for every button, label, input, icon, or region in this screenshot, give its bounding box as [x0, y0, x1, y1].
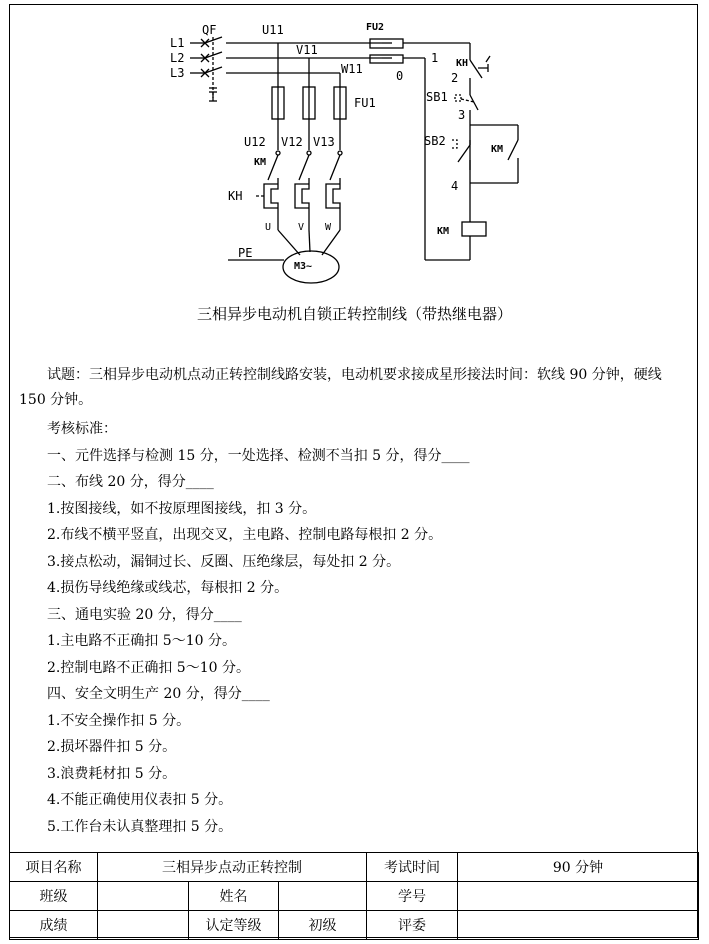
criteria-line: 4.不能正确使用仪表扣 5 分。 [47, 792, 233, 808]
km-main-contacts [268, 151, 342, 184]
fu1-fuses [272, 87, 346, 119]
level-label: 认定等级 [189, 911, 279, 940]
kh-thermal-relay [256, 184, 340, 208]
criteria-line: 1.不安全操作扣 5 分。 [47, 712, 191, 729]
w11-label: W11 [341, 62, 363, 76]
pe-label: PE [238, 246, 253, 260]
criteria-line: 考核标准： [47, 421, 117, 437]
sb2-label: SB2 [424, 134, 446, 148]
node-1-label: 1 [431, 51, 439, 65]
qf-label: QF [202, 23, 217, 37]
score-label: 成绩 [10, 911, 98, 940]
kh-main-label: KH [228, 189, 243, 203]
criteria-line: 1.主电路不正确扣 5～10 分。 [47, 633, 236, 649]
u-label: U [265, 222, 272, 233]
node-0-label: 0 [396, 69, 404, 83]
criteria-list [19, 416, 691, 840]
criteria-line: 3.浪费耗材扣 5 分。 [47, 765, 177, 782]
judge-label: 评委 [367, 911, 458, 940]
score-value[interactable] [98, 911, 189, 940]
v-label: V [298, 222, 305, 233]
criteria-line: 4.损伤导线绝缘或线芯，每根扣 2 分。 [47, 580, 289, 596]
student-no-value[interactable] [458, 882, 699, 911]
l2-label: L2 [170, 51, 185, 65]
criteria-line: 四、安全文明生产 20 分，得分____ [47, 686, 270, 702]
criteria-line: 5.工作台未认真整理扣 5 分。 [47, 818, 233, 835]
km-main-label: KM [254, 157, 267, 168]
diagram-caption: 三相异步电动机自锁正转控制线（带热继电器） [196, 305, 512, 323]
motor-label: M3~ [294, 261, 313, 272]
level-value: 初级 [279, 911, 367, 940]
table-row [10, 853, 699, 882]
exam-time-label: 考试时间 [367, 853, 458, 882]
exam-content [19, 363, 691, 413]
criteria-line: 2.布线不横平竖直，出现交叉，主电路、控制电路每根扣 2 分。 [47, 527, 443, 543]
project-name-label: 项目名称 [10, 853, 98, 882]
qf-breaker [190, 37, 222, 101]
km-coil-label: KM [437, 226, 450, 237]
info-table [9, 852, 699, 940]
kh-ctrl-label: KH [456, 58, 469, 69]
fu2-label: FU2 [366, 22, 385, 33]
w-label: W [325, 222, 332, 233]
name-value[interactable] [279, 882, 367, 911]
criteria-line: 2.控制电路不正确扣 5～10 分。 [47, 659, 250, 676]
student-no-label: 学号 [367, 882, 458, 911]
l1-label: L1 [170, 36, 185, 50]
fu1-label: FU1 [354, 96, 376, 110]
node-3-label: 3 [458, 108, 466, 122]
v11-label: V11 [296, 43, 318, 57]
class-label: 班级 [10, 882, 98, 911]
u12-label: U12 [244, 135, 266, 149]
circuit-diagram [0, 0, 709, 300]
sb1-label: SB1 [426, 90, 448, 104]
criteria-line: 二、布线 20 分，得分____ [47, 474, 214, 490]
circuit-schematic [0, 0, 709, 300]
class-value[interactable] [98, 882, 189, 911]
project-name-value: 三相异步点动正转控制 [98, 853, 367, 882]
exam-time-value: 90 分钟 [458, 853, 699, 882]
v12-label: V12 [281, 135, 303, 149]
l3-label: L3 [170, 66, 185, 80]
criteria-line: 1.按图接线，如不按原理图接线，扣 3 分。 [47, 500, 317, 517]
table-row [10, 911, 699, 940]
v13-label: V13 [313, 135, 335, 149]
node-4-label: 4 [451, 179, 459, 193]
criteria-line: 一、元件选择与检测 15 分，一处选择、检测不当扣 5 分，得分____ [47, 447, 470, 464]
criteria-line: 3.接点松动，漏铜过长、反圈、压绝缘层，每处扣 2 分。 [47, 553, 401, 570]
judge-value[interactable] [458, 911, 699, 940]
table-row [10, 882, 699, 911]
u11-label: U11 [262, 23, 284, 37]
node-2-label: 2 [451, 71, 459, 85]
question-text: 试题：三相异步电动机点动正转控制线路安装，电动机要求接成星形接法时间：软线 90 分钟，硬线 150 分钟。 [19, 367, 662, 408]
criteria-line: 2.损坏器件扣 5 分。 [47, 739, 177, 755]
name-label: 姓名 [189, 882, 279, 911]
criteria-line: 三、通电实验 20 分，得分____ [47, 606, 242, 623]
km-aux-label: KM [491, 144, 504, 155]
